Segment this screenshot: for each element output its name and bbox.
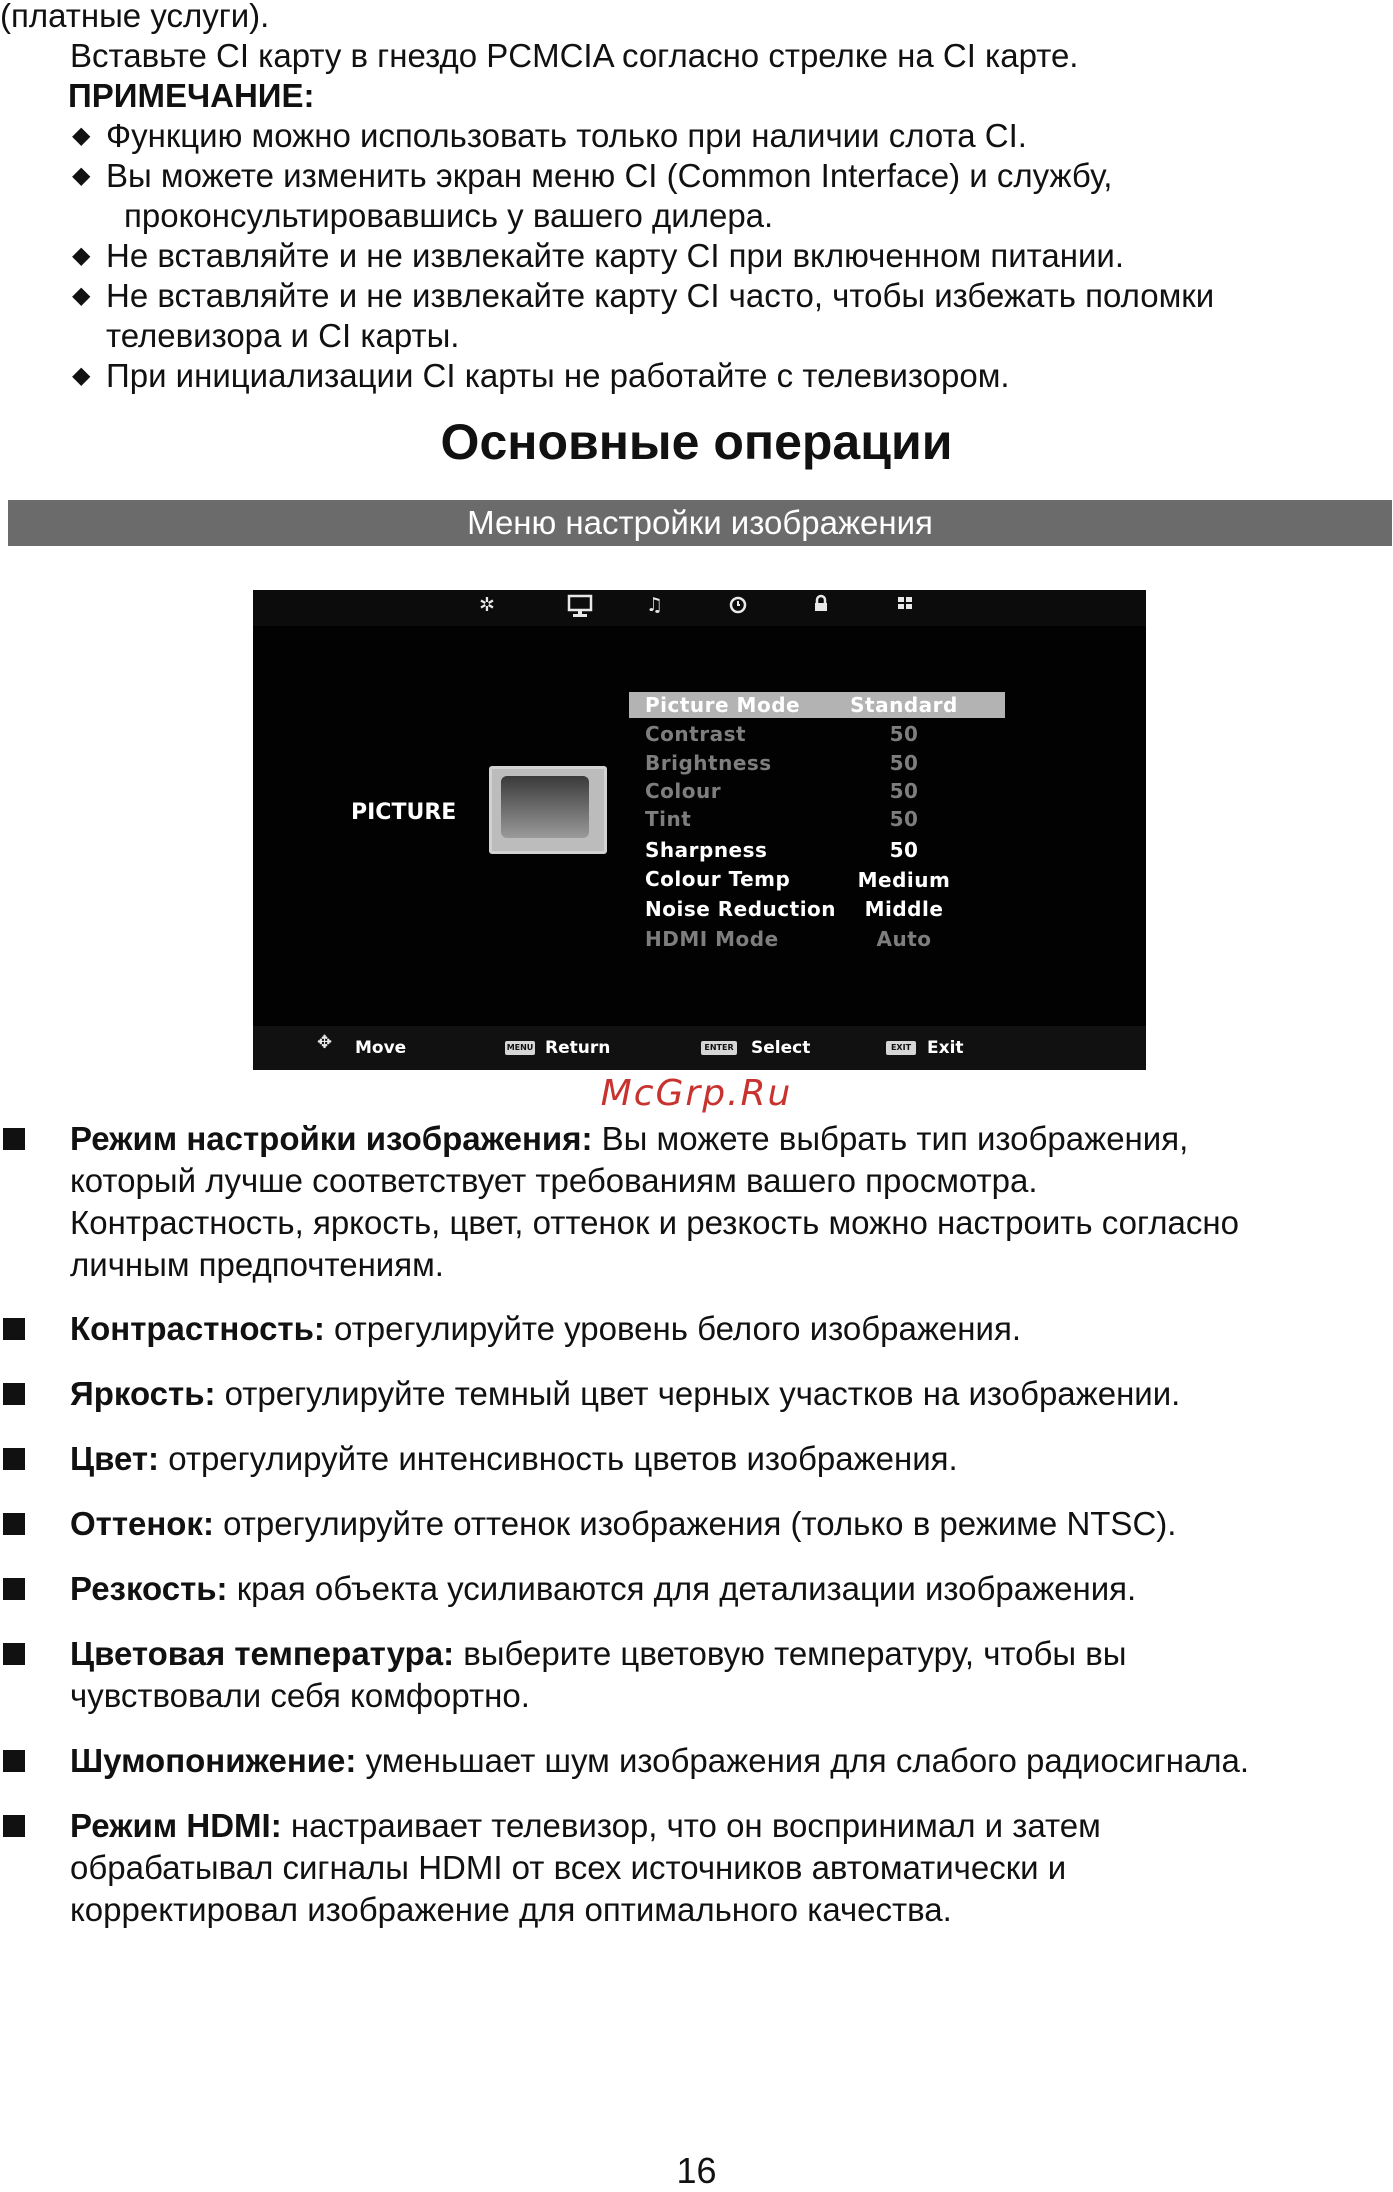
square-bullet-icon (3, 1578, 25, 1600)
item-text-line: который лучше соответствует требованиям вашего просмотра. (70, 1162, 1038, 1199)
item-term: Контрастность: (70, 1310, 325, 1347)
footer-select-label: Select (751, 1038, 811, 1058)
diamond-bullet-icon: ◆ (72, 282, 91, 309)
tv-menu-value-colour: 50 (889, 779, 919, 803)
monitor-icon (567, 594, 593, 623)
menu-key-icon: MENU (505, 1041, 535, 1055)
item-text-line: личным предпочтениям. (70, 1246, 444, 1283)
item-term: Оттенок: (70, 1505, 214, 1542)
tv-menu-side-label: PICTURE (351, 800, 457, 825)
tv-menu-item-noise-reduction[interactable]: Noise Reduction (645, 897, 837, 921)
tv-menu-value-colour-temp: Medium (857, 868, 951, 892)
item-text: уменьшает шум изображения для слабого радиосигнала. (356, 1742, 1250, 1779)
clock-icon (728, 594, 748, 619)
item-text: края объекта усиливаются для детализации изображения. (227, 1570, 1137, 1607)
tv-menu-item-colour[interactable]: Colour (645, 779, 722, 803)
diamond-bullet-icon: ◆ (72, 162, 91, 189)
note-bullet-text: При инициализации CI карты не работайте с телевизором. (106, 357, 1010, 394)
footer-move-label: Move (355, 1038, 407, 1058)
item-term: Шумопонижение: (70, 1742, 357, 1779)
square-bullet-icon (3, 1448, 25, 1470)
tv-menu-item-brightness[interactable]: Brightness (645, 751, 772, 775)
watermark: McGrp.Ru (600, 1073, 793, 1114)
note-bullet-text: Не вставляйте и не извлекайте карту CI при включенном питании. (106, 237, 1124, 274)
previous-page-continuation: (платные услуги). (0, 0, 270, 34)
tv-menu-item-picture-mode[interactable]: Picture Mode (645, 693, 801, 717)
gear-icon: ✲ (479, 594, 495, 616)
item-term: Режим настройки изображения: (70, 1120, 593, 1157)
item-term: Резкость: (70, 1570, 228, 1607)
item-text-line: корректировал изображение для оптимального качества. (70, 1891, 952, 1928)
tv-menu-value-hdmi-mode: Auto (876, 927, 932, 951)
square-bullet-icon (3, 1750, 25, 1772)
item-text-line: обрабатывал сигналы HDMI от всех источников автоматически и (70, 1849, 1067, 1886)
item-term: Цветовая температура: (70, 1635, 455, 1672)
item-text: отрегулируйте интенсивность цветов изображения. (159, 1440, 958, 1477)
exit-key-icon: EXIT (886, 1041, 916, 1055)
diamond-bullet-icon: ◆ (72, 362, 91, 389)
lock-icon (813, 594, 829, 619)
tv-menu-value-noise-reduction: Middle (864, 897, 944, 921)
note-bullet-text-continued: телевизора и CI карты. (106, 317, 460, 354)
tv-menu-item-hdmi-mode[interactable]: HDMI Mode (645, 927, 779, 951)
note-bullet-text: Не вставляйте и не извлекайте карту CI часто, чтобы избежать поломки (106, 277, 1215, 314)
tv-menu-item-colour-temp[interactable]: Colour Temp (645, 867, 791, 891)
insert-ci-card-instruction: Вставьте CI карту в гнездо PCMCIA согласно стрелке на CI карте. (70, 37, 1079, 74)
music-note-icon: ♫ (646, 594, 664, 616)
item-text-line: чувствовали себя комфортно. (70, 1677, 530, 1714)
tv-menu-value-picture-mode: Standard (850, 693, 958, 717)
grid-icon (896, 594, 914, 617)
square-bullet-icon (3, 1383, 25, 1405)
tv-menu-icon-bar (253, 590, 1146, 626)
note-heading: ПРИМЕЧАНИЕ: (68, 77, 315, 114)
footer-return-label: Return (545, 1038, 611, 1058)
item-term: Цвет: (70, 1440, 160, 1477)
tv-menu-value-tint: 50 (889, 807, 919, 831)
item-text: настраивает телевизор, что он воспринимал и затем (281, 1807, 1101, 1844)
item-text: отрегулируйте темный цвет черных участков на изображении. (215, 1375, 1181, 1412)
note-bullet-text: Вы можете изменить экран меню CI (Common Interface) и службу, (106, 157, 1113, 194)
enter-key-icon: ENTER (701, 1041, 737, 1055)
square-bullet-icon (3, 1513, 25, 1535)
note-bullet-text: Функцию можно использовать только при наличии слота CI. (106, 117, 1027, 154)
item-text: отрегулируйте уровень белого изображения. (324, 1310, 1021, 1347)
square-bullet-icon (3, 1128, 25, 1150)
square-bullet-icon (3, 1815, 25, 1837)
diamond-bullet-icon: ◆ (72, 242, 91, 269)
item-term: Яркость: (70, 1375, 216, 1412)
item-text-line: Контрастность, яркость, цвет, оттенок и резкость можно настроить согласно (70, 1204, 1239, 1241)
square-bullet-icon (3, 1318, 25, 1340)
section-title: Основные операции (440, 414, 953, 470)
note-bullet-text-continued: проконсультировавшись у вашего дилера. (124, 197, 774, 234)
tv-menu-value-brightness: 50 (889, 751, 919, 775)
page-number: 16 (676, 2150, 717, 2191)
tv-menu-value-contrast: 50 (889, 722, 919, 746)
tv-set-icon (489, 766, 607, 854)
item-text: выберите цветовую температуру, чтобы вы (454, 1635, 1127, 1672)
diamond-bullet-icon: ◆ (72, 122, 91, 149)
section-subheading-bar: Меню настройки изображения (8, 500, 1392, 546)
item-text: Вы можете выбрать тип изображения, (592, 1120, 1189, 1157)
footer-exit-label: Exit (927, 1038, 964, 1058)
move-arrows-icon: ✥ (317, 1032, 333, 1053)
tv-menu-item-contrast[interactable]: Contrast (645, 722, 747, 746)
tv-menu-item-sharpness[interactable]: Sharpness (645, 838, 768, 862)
tv-menu-footer (253, 1026, 1146, 1070)
square-bullet-icon (3, 1643, 25, 1665)
tv-picture-menu-screenshot (253, 590, 1146, 1070)
tv-menu-value-sharpness: 50 (889, 838, 919, 862)
tv-menu-item-tint[interactable]: Tint (645, 807, 692, 831)
item-term: Режим HDMI: (70, 1807, 282, 1844)
item-text: отрегулируйте оттенок изображения (только в режиме NTSC). (213, 1505, 1177, 1542)
